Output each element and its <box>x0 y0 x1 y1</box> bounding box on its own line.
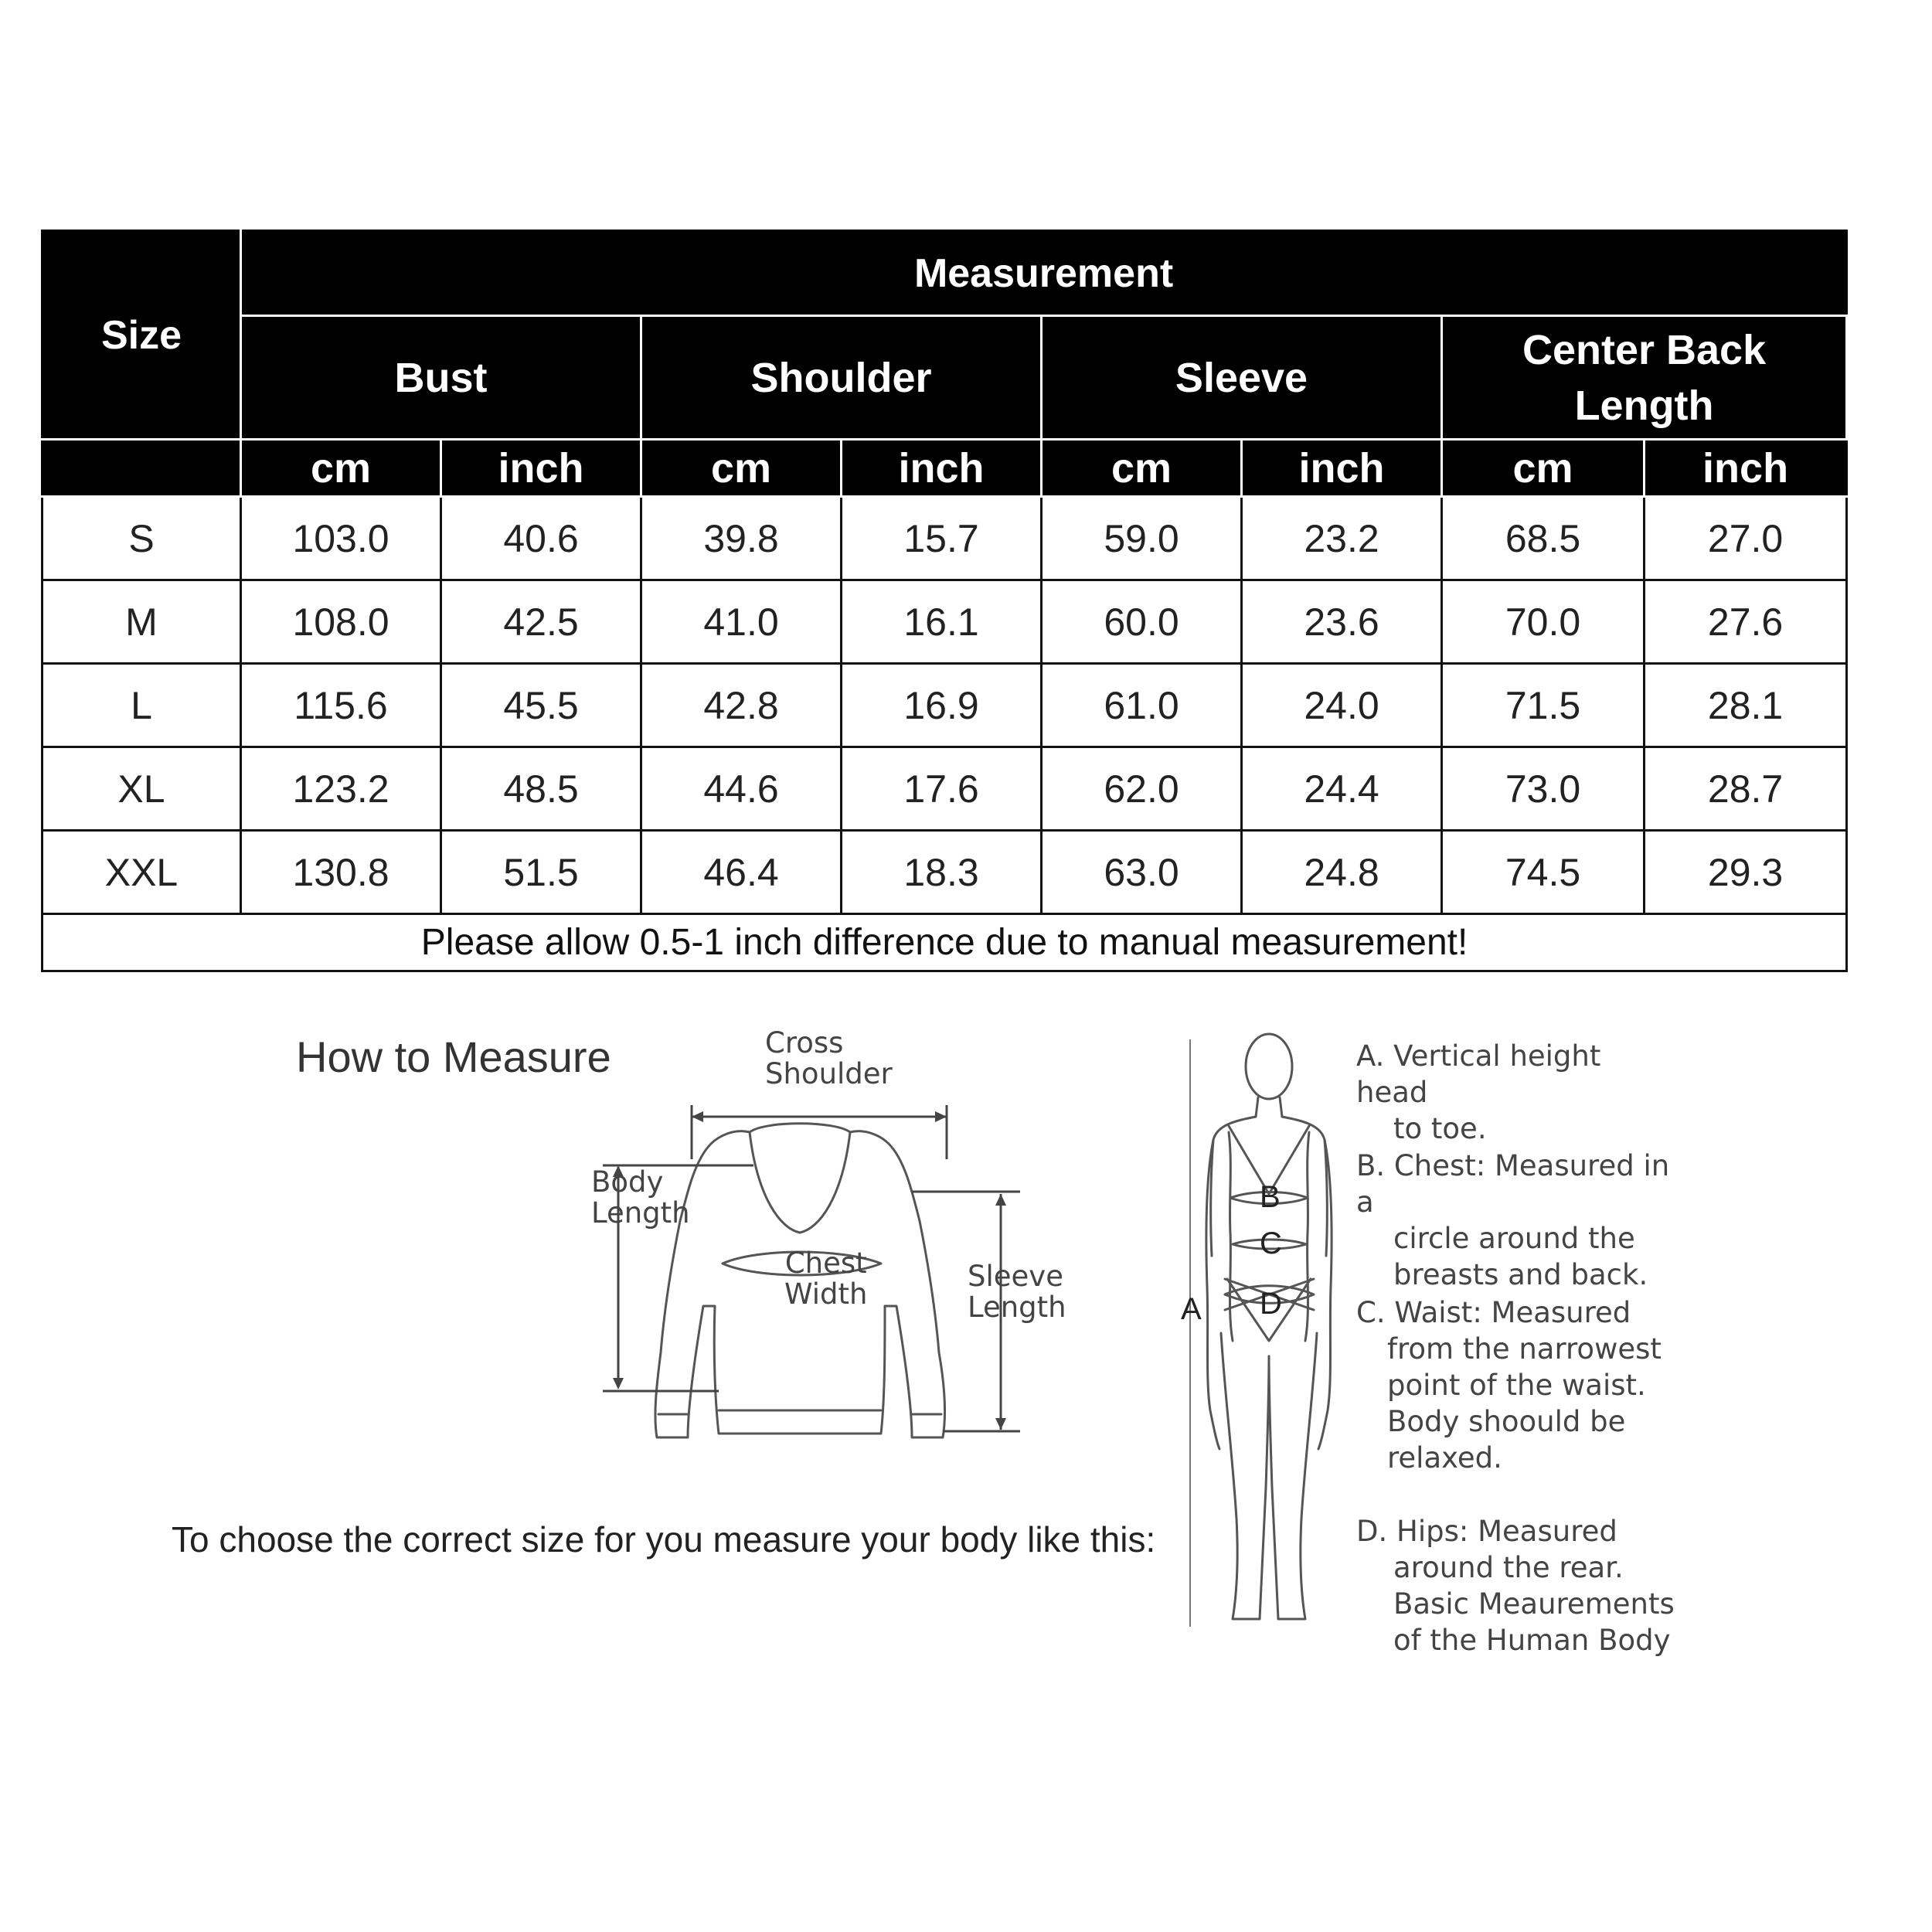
size-cell: XXL <box>43 831 241 914</box>
table-row <box>43 497 1847 580</box>
table-cell: 70.0 <box>1442 580 1645 664</box>
table-cell: 23.6 <box>1242 580 1442 664</box>
table-cell: 68.5 <box>1442 497 1645 580</box>
unit-header: cm <box>1042 440 1242 497</box>
legend-d-line: Basic Meaurements <box>1393 1587 1675 1621</box>
table-cell: 27.0 <box>1645 497 1847 580</box>
table-cell: 24.0 <box>1242 664 1442 747</box>
table-cell: 108.0 <box>241 580 441 664</box>
unit-header: cm <box>641 440 842 497</box>
legend-d-line: of the Human Body <box>1393 1624 1671 1657</box>
table-row <box>43 747 1847 831</box>
bust-header: Bust <box>241 316 641 440</box>
letter-c: C <box>1260 1226 1282 1260</box>
legend-c-line: from the narrowest <box>1387 1332 1662 1366</box>
table-cell: 73.0 <box>1442 747 1645 831</box>
body-length-label <box>591 1167 690 1229</box>
body-diagram <box>1159 1024 1360 1634</box>
legend-d-line: around the rear. <box>1393 1551 1624 1584</box>
size-cell: XL <box>43 747 241 831</box>
shoulder-header: Shoulder <box>641 316 1042 440</box>
table-cell: 23.2 <box>1242 497 1442 580</box>
table-cell: 39.8 <box>641 497 842 580</box>
letter-d: D <box>1260 1287 1282 1321</box>
table-cell: 60.0 <box>1042 580 1242 664</box>
center-back-length-header: Center Back Length <box>1442 316 1847 440</box>
size-cell: L <box>43 664 241 747</box>
legend-c-line: relaxed. <box>1387 1441 1502 1475</box>
table-cell: 130.8 <box>241 831 441 914</box>
legend-c <box>1356 1294 1681 1476</box>
table-cell: 27.6 <box>1645 580 1847 664</box>
size-cell: M <box>43 580 241 664</box>
how-to-measure-title: How to Measure <box>296 1032 611 1081</box>
legend-a-line: A. Vertical height head <box>1356 1039 1601 1109</box>
table-cell: 42.5 <box>441 580 641 664</box>
unit-header: cm <box>1442 440 1645 497</box>
chest-width-label <box>784 1248 868 1310</box>
measurement-header: Measurement <box>241 231 1847 316</box>
table-cell: 45.5 <box>441 664 641 747</box>
table-cell: 115.6 <box>241 664 441 747</box>
measurement-note: Please allow 0.5-1 inch difference due to manual measurement! <box>43 914 1847 971</box>
chest-width-label-line1: Chest <box>784 1247 867 1280</box>
table-cell: 63.0 <box>1042 831 1242 914</box>
legend-a-line: to toe. <box>1393 1112 1487 1145</box>
measure-instruction: To choose the correct size for you measure your body like this: <box>172 1519 1156 1560</box>
table-row <box>43 580 1847 664</box>
table-cell: 61.0 <box>1042 664 1242 747</box>
unit-header: inch <box>1242 440 1442 497</box>
table-cell: 18.3 <box>842 831 1042 914</box>
table-cell: 62.0 <box>1042 747 1242 831</box>
table-cell: 44.6 <box>641 747 842 831</box>
table-cell: 15.7 <box>842 497 1042 580</box>
cross-shoulder-label-line1: Cross <box>765 1026 844 1060</box>
size-cell: S <box>43 497 241 580</box>
table-cell: 29.3 <box>1645 831 1847 914</box>
table-cell: 123.2 <box>241 747 441 831</box>
letter-a: A <box>1181 1292 1202 1326</box>
table-row <box>43 664 1847 747</box>
table-cell: 42.8 <box>641 664 842 747</box>
legend-c-line: Body shoould be <box>1387 1405 1626 1438</box>
table-cell: 17.6 <box>842 747 1042 831</box>
legend-b-line: breasts and back. <box>1393 1258 1648 1291</box>
chest-width-label-line2: Width <box>784 1277 868 1311</box>
body-length-label-line2: Length <box>591 1196 690 1230</box>
size-chart-table <box>41 230 1848 972</box>
legend-d-line: D. Hips: Measured <box>1356 1515 1617 1548</box>
table-cell: 71.5 <box>1442 664 1645 747</box>
sleeve-header: Sleeve <box>1042 316 1442 440</box>
table-cell: 59.0 <box>1042 497 1242 580</box>
table-cell: 46.4 <box>641 831 842 914</box>
table-cell: 16.1 <box>842 580 1042 664</box>
table-cell: 24.8 <box>1242 831 1442 914</box>
cross-shoulder-label <box>765 1028 893 1090</box>
body-length-label-line1: Body <box>591 1165 664 1199</box>
legend-c-line: point of the waist. <box>1387 1369 1646 1402</box>
table-row <box>43 831 1847 914</box>
legend-a <box>1356 1038 1681 1147</box>
letter-b: B <box>1260 1180 1281 1214</box>
table-cell: 51.5 <box>441 831 641 914</box>
unit-header: inch <box>1645 440 1847 497</box>
table-cell: 48.5 <box>441 747 641 831</box>
table-cell: 28.1 <box>1645 664 1847 747</box>
size-header-filler <box>43 440 241 497</box>
size-column-header: Size <box>43 231 241 440</box>
sleeve-length-label-line1: Sleeve <box>968 1260 1063 1293</box>
table-cell: 16.9 <box>842 664 1042 747</box>
unit-header: inch <box>441 440 641 497</box>
table-cell: 41.0 <box>641 580 842 664</box>
unit-header: cm <box>241 440 441 497</box>
sleeve-length-label <box>968 1261 1066 1323</box>
table-cell: 103.0 <box>241 497 441 580</box>
legend-b-line: circle around the <box>1393 1222 1635 1255</box>
sleeve-length-label-line2: Length <box>968 1291 1066 1324</box>
unit-header: inch <box>842 440 1042 497</box>
table-cell: 40.6 <box>441 497 641 580</box>
table-cell: 28.7 <box>1645 747 1847 831</box>
table-cell: 24.4 <box>1242 747 1442 831</box>
legend-b-line: B. Chest: Measured in a <box>1356 1149 1670 1219</box>
legend-d <box>1356 1513 1681 1658</box>
table-cell: 74.5 <box>1442 831 1645 914</box>
legend-c-line: C. Waist: Measured <box>1356 1296 1631 1329</box>
legend-b <box>1356 1148 1681 1293</box>
cross-shoulder-label-line2: Shoulder <box>765 1057 893 1090</box>
